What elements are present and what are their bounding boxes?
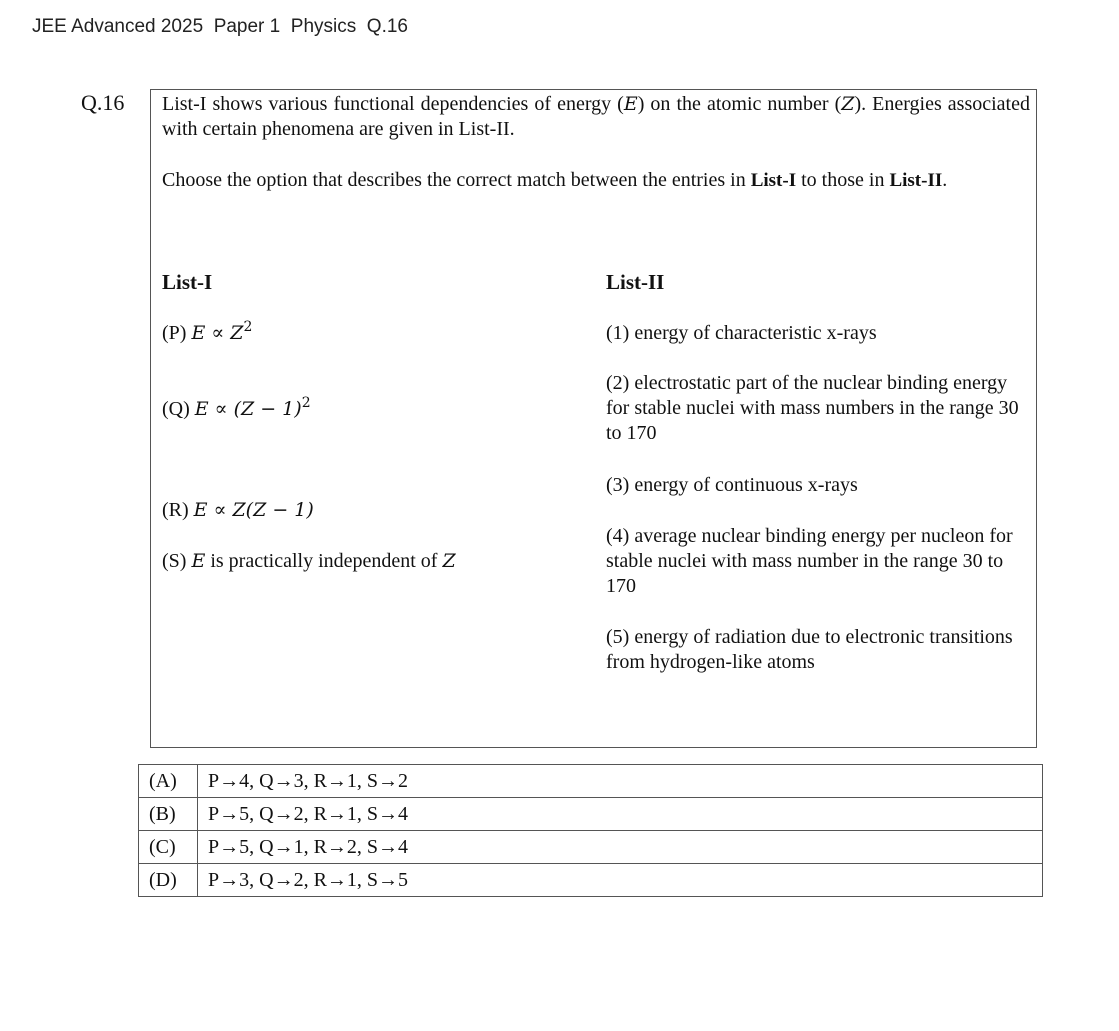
list-1-heading: List-I xyxy=(162,270,213,294)
question-number: Q.16 xyxy=(81,90,125,115)
stem-text: ) on the atomic number ( xyxy=(637,93,842,115)
item-exponent: 2 xyxy=(301,395,311,411)
question-box xyxy=(150,89,1037,748)
option-label: (B) xyxy=(139,798,198,831)
option-text: P→3, Q→2, R→1, S→5 xyxy=(198,864,1043,897)
list-2-item-2: (2) electrostatic part of the nuclear binding energy for stable nuclei with mass numbers in the range 30 to 170 xyxy=(606,372,1019,444)
symbol-atomic-number: Z xyxy=(841,93,855,115)
item-exponent: 2 xyxy=(243,319,253,335)
list-1-item-q xyxy=(162,397,311,422)
question-stem-paragraph-1 xyxy=(162,92,1030,142)
item-label: (P) xyxy=(162,322,192,344)
item-expression: E ∝ Z(Z − 1) xyxy=(193,499,314,521)
option-label: (A) xyxy=(139,765,198,798)
item-variable: Z xyxy=(442,550,456,572)
option-row-d[interactable] xyxy=(139,864,1043,897)
question-stem-paragraph-2 xyxy=(162,168,1022,193)
list-2-item-1: (1) energy of characteristic x-rays xyxy=(606,322,877,344)
list-2-reference: List-II xyxy=(889,170,943,191)
option-text: P→5, Q→1, R→2, S→4 xyxy=(198,831,1043,864)
stem-text: List-I shows various functional dependencies of energy ( xyxy=(162,93,624,115)
symbol-energy: E xyxy=(623,93,638,115)
item-label: (Q) xyxy=(162,398,195,420)
list-2-item-3: (3) energy of continuous x-rays xyxy=(606,474,858,496)
option-label: (D) xyxy=(139,864,198,897)
stem-text: . xyxy=(942,169,948,191)
list-1-item-r xyxy=(162,498,314,523)
item-label: (S) xyxy=(162,550,192,572)
list-2-item-5: (5) energy of radiation due to electronic transitions from hydrogen-like atoms xyxy=(606,626,1013,673)
option-row-b[interactable] xyxy=(139,798,1043,831)
list-1-item-p xyxy=(162,321,252,346)
option-row-a[interactable] xyxy=(139,765,1043,798)
list-1-item-s xyxy=(162,549,456,574)
item-label: (R) xyxy=(162,499,194,521)
list-1-reference: List-I xyxy=(750,170,797,191)
option-label: (C) xyxy=(139,831,198,864)
list-2-heading: List-II xyxy=(606,270,665,294)
stem-text: to those in xyxy=(796,169,890,191)
item-expression: E ∝ Z xyxy=(191,322,244,344)
item-expression: E ∝ (Z − 1) xyxy=(194,398,302,420)
option-row-c[interactable] xyxy=(139,831,1043,864)
list-2-item-4: (4) average nuclear binding energy per nucleon for stable nuclei with mass number in the range 30 to 170 xyxy=(606,525,1013,597)
option-text: P→5, Q→2, R→1, S→4 xyxy=(198,798,1043,831)
option-text: P→4, Q→3, R→1, S→2 xyxy=(198,765,1043,798)
item-variable: E xyxy=(191,550,206,572)
stem-text: Choose the option that describes the correct match between the entries in xyxy=(162,169,751,191)
item-text: is practically independent of xyxy=(205,550,443,572)
answer-options-table xyxy=(138,764,1043,897)
page-header: JEE Advanced 2025 Paper 1 Physics Q.16 xyxy=(32,16,409,37)
stem-text: ). Energies associated with certain phenomena are given in List-II. xyxy=(162,93,1030,140)
